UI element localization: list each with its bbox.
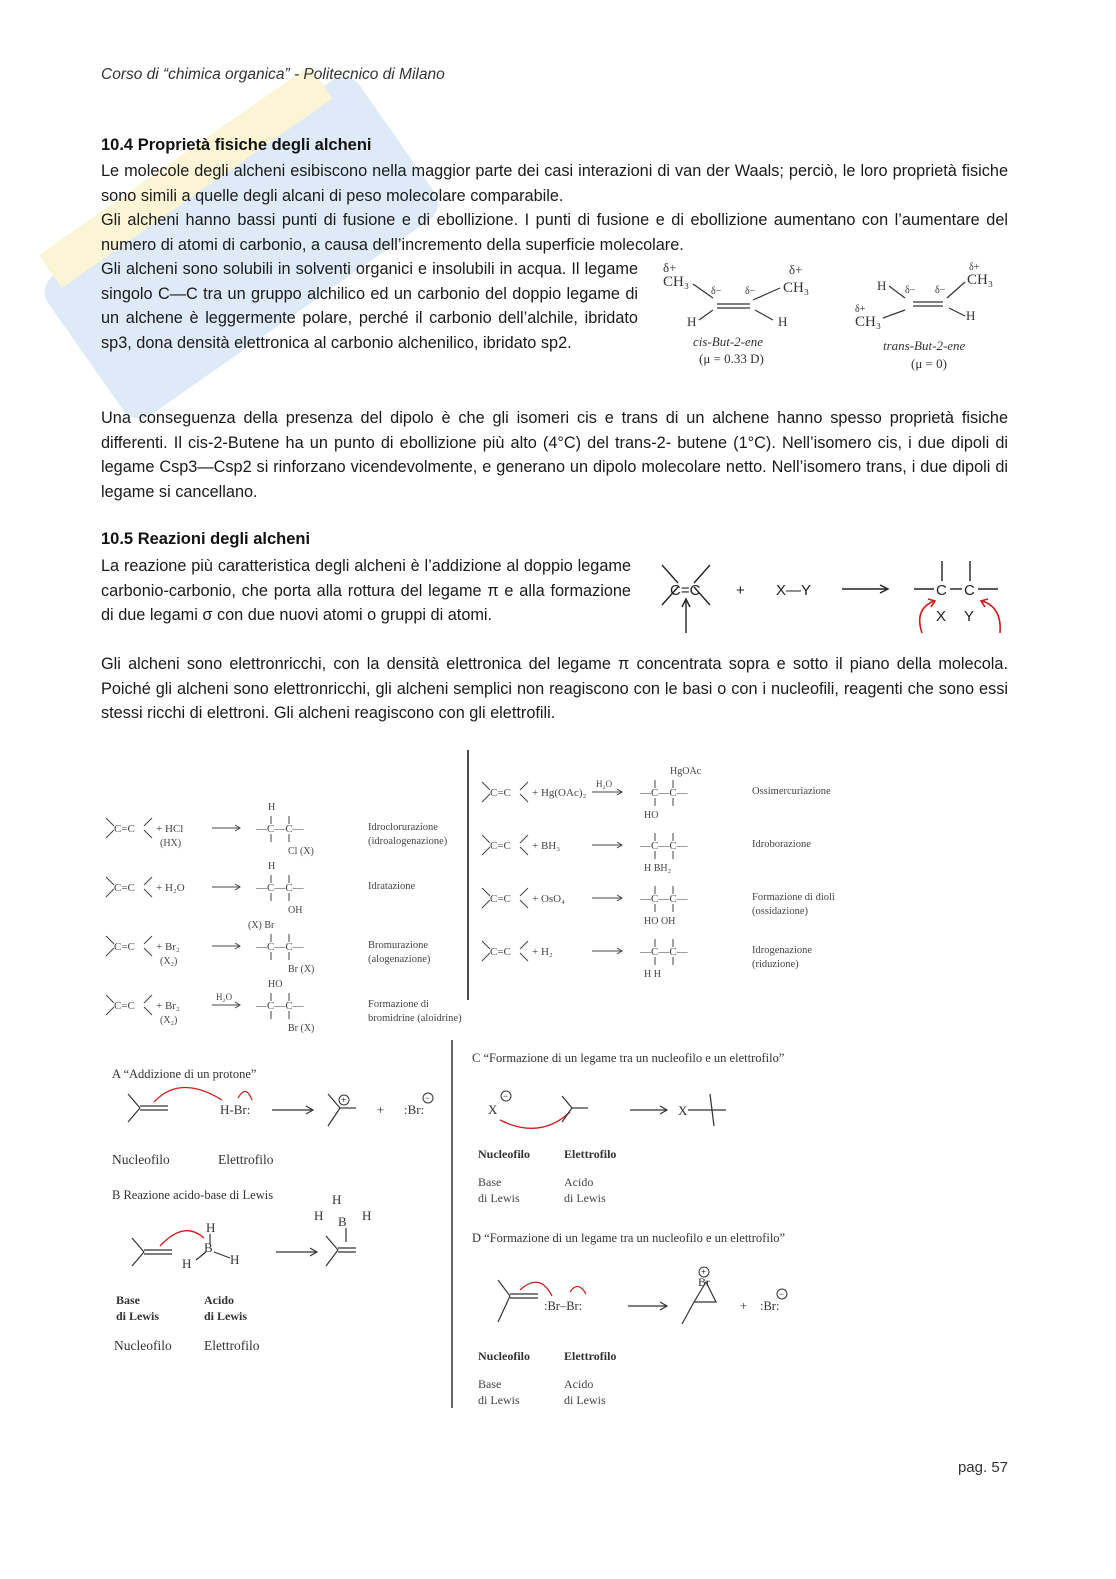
svg-text:δ−: δ− — [905, 285, 916, 296]
svg-text:C=C: C=C — [114, 941, 135, 953]
svg-text:Base: Base — [478, 1377, 502, 1391]
svg-text:—C—C—: —C—C— — [640, 787, 688, 799]
svg-text:CH₃: CH₃ — [783, 280, 810, 296]
mech-a-title: A “Addizione di un protone” — [112, 1067, 257, 1081]
reaction-name: Bromurazione — [368, 940, 429, 951]
reaction-reagent: + HCl — [156, 823, 184, 835]
svg-text:Br (X): Br (X) — [288, 964, 315, 975]
svg-text:(X₂): (X₂) — [160, 956, 178, 967]
reaction-name: Idroclorurazione — [368, 822, 438, 833]
svg-text:H: H — [268, 861, 276, 872]
reaction-name: Idroborazione — [752, 839, 811, 850]
svg-text:H BH₂: H BH₂ — [644, 863, 672, 874]
svg-text:+: + — [341, 1095, 347, 1105]
svg-text:δ−: δ− — [745, 286, 756, 297]
svg-text::Br–Br:: :Br–Br: — [544, 1299, 583, 1313]
svg-text:—C—C—: —C—C— — [256, 941, 304, 953]
cis-name: cis-But-2-ene — [693, 334, 764, 349]
svg-text:Elettrofilo: Elettrofilo — [204, 1338, 260, 1353]
svg-text:HO: HO — [268, 979, 283, 990]
svg-text:Nucleofilo: Nucleofilo — [114, 1338, 172, 1353]
reaction-row — [106, 802, 448, 857]
svg-text:Elettrofilo: Elettrofilo — [564, 1147, 617, 1161]
reaction-name: Ossimercuriazione — [752, 786, 831, 797]
reaction-reagent: + H₂O — [156, 882, 185, 894]
svg-text:(idroalogenazione): (idroalogenazione) — [368, 836, 448, 847]
svg-text:CH₃: CH₃ — [663, 274, 690, 290]
svg-text:di Lewis: di Lewis — [478, 1191, 520, 1205]
svg-text:Br: Br — [698, 1275, 710, 1289]
svg-text:δ+: δ+ — [855, 304, 866, 315]
reaction-row — [106, 861, 416, 916]
svg-text:Acido: Acido — [204, 1293, 234, 1307]
cis-mu: (μ = 0.33 D) — [699, 351, 764, 366]
svg-text:+: + — [701, 1267, 707, 1277]
reaction-name: Idrogenazione — [752, 945, 813, 956]
reaction-reagent: + Hg(OAc)₂ — [532, 787, 587, 799]
svg-text:Base: Base — [478, 1175, 502, 1189]
reaction-reagent: + BH₃ — [532, 840, 561, 852]
svg-text:HO: HO — [644, 810, 659, 821]
reaction-row — [482, 766, 831, 821]
svg-text:H H: H H — [644, 969, 661, 980]
svg-text:(ossidazione): (ossidazione) — [752, 906, 808, 917]
svg-text:OH: OH — [288, 905, 303, 916]
svg-text:C=C: C=C — [114, 882, 135, 894]
svg-text:di Lewis: di Lewis — [564, 1191, 606, 1205]
svg-text:HO OH: HO OH — [644, 916, 676, 927]
svg-text:(X₂): (X₂) — [160, 1015, 178, 1026]
svg-text:bromidrine (aloidrine): bromidrine (aloidrine) — [368, 1013, 462, 1024]
svg-text:H: H — [230, 1252, 240, 1267]
svg-text:—C—C—: —C—C— — [256, 1000, 304, 1012]
reaction-reagent: + OsO₄ — [532, 893, 565, 905]
svg-text:X: X — [488, 1102, 498, 1117]
svg-text:Elettrofilo: Elettrofilo — [218, 1152, 274, 1167]
paragraph: Gli alcheni hanno bassi punti di fusione e di ebollizione. I punti di fusione e di ebollizione aumentano con l’aumentare del numero di atomi di carbonio, a causa dell’incremento della superficie molecolare. — [101, 211, 1008, 254]
svg-text:δ+: δ+ — [789, 262, 803, 277]
svg-text:H: H — [687, 314, 697, 329]
svg-text:CH₃: CH₃ — [967, 272, 994, 288]
reaction-name: Formazione di dioli — [752, 892, 835, 903]
svg-text:δ+: δ+ — [969, 262, 980, 273]
svg-text:di Lewis: di Lewis — [564, 1393, 606, 1407]
svg-text:C: C — [964, 582, 975, 599]
svg-text:Cl (X): Cl (X) — [288, 846, 314, 857]
paragraph: Gli alcheni sono solubili in solventi organici e insolubili in acqua. Il legame singolo C—C tra un gruppo alchilico ed un carbonio del doppio legame di un alchene è leggermente polare, perché il carbonio dell’alchile, ibridato sp3, dona densità elettronica al carbonio alchenilico, ibridato sp2. — [101, 260, 638, 352]
svg-text:C: C — [936, 582, 947, 599]
reaction-reagent: + Br₂ — [156, 941, 180, 953]
svg-text:C=C: C=C — [114, 1000, 135, 1012]
svg-text:Base: Base — [116, 1293, 140, 1307]
svg-text:HgOAc: HgOAc — [670, 766, 702, 777]
svg-text:—C—C—: —C—C— — [640, 840, 688, 852]
section-10-4-title: 10.4 Proprietà fisiche degli alcheni — [101, 136, 372, 154]
delta-label: δ+ — [663, 260, 677, 275]
reaction-reagent: + Br₂ — [156, 1000, 180, 1012]
svg-text:Nucleofilo: Nucleofilo — [112, 1152, 170, 1167]
svg-text:(X) Br: (X) Br — [248, 920, 275, 931]
svg-text:Nucleofilo: Nucleofilo — [478, 1147, 530, 1161]
svg-text:H₂O: H₂O — [596, 779, 613, 789]
svg-text:C=C: C=C — [114, 823, 135, 835]
left-reactions — [106, 802, 462, 1034]
cis-trans-butene-figure — [655, 260, 1015, 380]
svg-text:H: H — [778, 314, 788, 329]
svg-text:C=C: C=C — [490, 787, 511, 799]
svg-text:Acido: Acido — [564, 1377, 594, 1391]
svg-text:B: B — [338, 1214, 347, 1229]
svg-text:Nucleofilo: Nucleofilo — [478, 1349, 530, 1363]
svg-text:CH₃: CH₃ — [855, 314, 882, 330]
svg-text:—C—C—: —C—C— — [256, 882, 304, 894]
paragraph: Una conseguenza della presenza del dipolo è che gli isomeri cis e trans di un alchene hanno spesso proprietà fisiche differenti. Il cis-2-Butene ha un punto di ebollizione più alto (4°C) del trans-2- butene (1°C). Nell’isomero cis, i due dipoli di legame Csp3—Csp2 si rinforzano vicendevolmente, e generano un dipolo molecolare netto. Nell’isomero trans, i due dipoli di legame si cancellano. — [101, 409, 1008, 501]
svg-text::Br:: :Br: — [760, 1299, 780, 1313]
svg-text:H: H — [362, 1208, 372, 1223]
mech-c-title: C “Formazione di un legame tra un nucleofilo e un elettrofilo” — [472, 1051, 785, 1065]
reaction-reagent: + H₂ — [532, 946, 553, 958]
svg-text:di Lewis: di Lewis — [204, 1309, 248, 1323]
mech-d-title: D “Formazione di un legame tra un nucleofilo e un elettrofilo” — [472, 1231, 786, 1245]
svg-text:(HX): (HX) — [160, 838, 182, 849]
svg-text:−: − — [425, 1093, 431, 1103]
paragraph: Le molecole degli alcheni esibiscono nella maggior parte dei casi interazioni di van der Waals; perciò, le loro proprietà fisiche sono simili a quelle degli alcani di peso molecolare comparabile. — [101, 162, 1008, 205]
svg-text:C=C: C=C — [490, 840, 511, 852]
svg-text:X: X — [678, 1103, 688, 1118]
svg-text:B: B — [204, 1240, 213, 1255]
reaction-row — [482, 886, 835, 927]
svg-text:+: + — [736, 582, 745, 599]
page-number: pag. 57 — [957, 1459, 1008, 1476]
svg-text:H: H — [182, 1256, 192, 1271]
page-header: Corso di “chimica organica” - Politecnico di Milano — [101, 66, 445, 83]
svg-text:(alogenazione): (alogenazione) — [368, 954, 431, 965]
svg-text:+: + — [377, 1102, 385, 1117]
reaction-row — [482, 939, 812, 980]
svg-text:Y: Y — [964, 608, 975, 625]
svg-text:δ−: δ− — [935, 285, 946, 296]
reaction-row — [106, 979, 462, 1034]
alkene-reactions-table — [100, 750, 900, 1035]
svg-text:C=C: C=C — [670, 582, 701, 599]
svg-text:+: + — [740, 1299, 748, 1313]
svg-text:X—Y: X—Y — [776, 582, 812, 599]
svg-text::Br:: :Br: — [404, 1102, 425, 1117]
mech-b-title: B Reazione acido-base di Lewis — [112, 1188, 274, 1202]
reaction-name: Formazione di — [368, 999, 429, 1010]
svg-text:δ−: δ− — [711, 286, 722, 297]
svg-text:H: H — [332, 1192, 342, 1207]
reaction-row — [482, 833, 811, 874]
section-10-5-title: 10.5 Reazioni degli alcheni — [101, 530, 311, 548]
svg-text:Elettrofilo: Elettrofilo — [564, 1349, 617, 1363]
svg-text:Acido: Acido — [564, 1175, 594, 1189]
addition-scheme — [652, 557, 1012, 641]
right-reactions — [482, 766, 835, 980]
svg-text:—C—C—: —C—C— — [256, 823, 304, 835]
svg-text:H-Br:: H-Br: — [220, 1102, 251, 1117]
svg-text:di Lewis: di Lewis — [116, 1309, 160, 1323]
svg-text:Br (X): Br (X) — [288, 1023, 315, 1034]
svg-text:C=C: C=C — [490, 946, 511, 958]
svg-text:di Lewis: di Lewis — [478, 1393, 520, 1407]
reaction-name: Idratazione — [368, 881, 416, 892]
svg-text:X: X — [936, 608, 947, 625]
paragraph: Gli alcheni sono elettronricchi, con la densità elettronica del legame π concentrata sopra e sotto il piano della molecola. Poiché gli alcheni sono elettronricchi, gli alcheni semplici non reagiscono con le basi o con i nucleofili, reagenti che sono essi stessi ricchi di elettroni. Gli alcheni reagiscono con gli elettrofili. — [101, 655, 1008, 723]
svg-text:(riduzione): (riduzione) — [752, 959, 799, 970]
svg-text:H: H — [268, 802, 276, 813]
reaction-row — [106, 920, 431, 975]
svg-text:—C—C—: —C—C— — [640, 893, 688, 905]
svg-text:H: H — [314, 1208, 324, 1223]
paragraph: La reazione più caratteristica degli alcheni è l’addizione al doppio legame carbonio-carbonio, che porta alla rottura del legame π e alla formazione di due legami σ con due nuovi atomi o gruppi di atomi. — [101, 557, 631, 625]
svg-text:H: H — [206, 1220, 216, 1235]
svg-text:H: H — [877, 278, 887, 293]
trans-mu: (μ = 0) — [911, 356, 947, 371]
svg-text:−: − — [503, 1091, 509, 1101]
svg-text:H: H — [966, 308, 976, 323]
svg-text:—C—C—: —C—C— — [640, 946, 688, 958]
svg-text:−: − — [779, 1289, 785, 1299]
svg-text:C=C: C=C — [490, 893, 511, 905]
trans-name: trans-But-2-ene — [883, 338, 966, 353]
svg-text:H₂O: H₂O — [216, 992, 233, 1002]
mechanisms-figure — [100, 1040, 860, 1410]
